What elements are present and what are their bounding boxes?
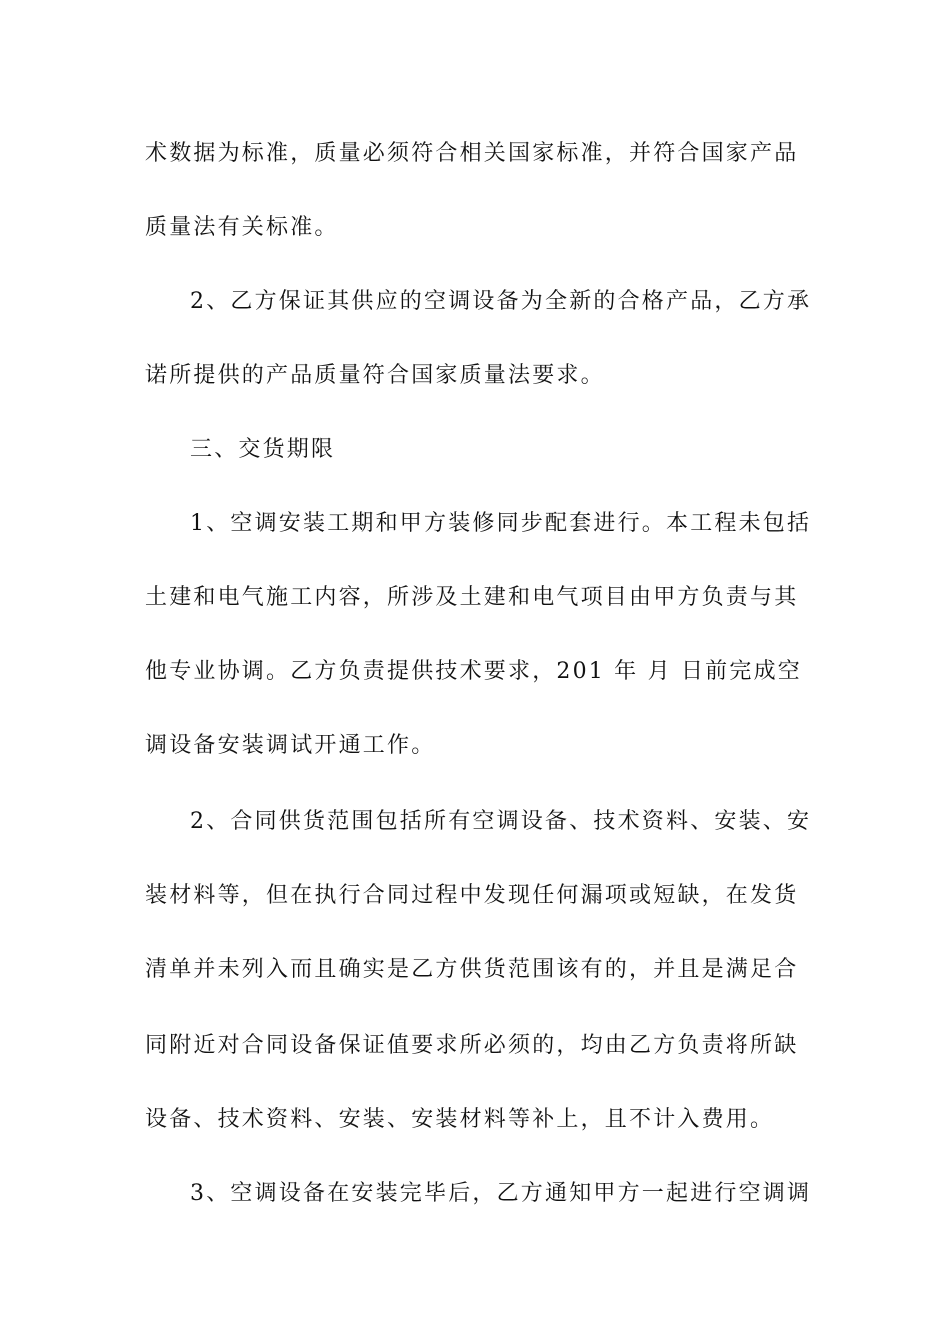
paragraph-line-7: 土建和电气施工内容，所涉及土建和电气项目由甲方负责与其 (145, 585, 799, 610)
paragraph-line-4: 诺所提供的产品质量符合国家质量法要求。 (145, 363, 605, 388)
paragraph-line-12: 清单并未列入而且确实是乙方供货范围该有的，并且是满足合 (145, 957, 799, 982)
paragraph-line-6: 1、空调安装工期和甲方装修同步配套进行。本工程未包括 (190, 511, 812, 536)
paragraph-line-13: 同附近对合同设备保证值要求所必须的，均由乙方负责将所缺 (145, 1033, 799, 1058)
paragraph-line-10: 2、合同供货范围包括所有空调设备、技术资料、安装、安 (190, 809, 812, 834)
section-heading: 三、交货期限 (190, 437, 336, 462)
paragraph-line-11: 装材料等，但在执行合同过程中发现任何漏项或短缺，在发货 (145, 883, 799, 908)
paragraph-line-9: 调设备安装调试开通工作。 (145, 733, 436, 758)
paragraph-line-14: 设备、技术资料、安装、安装材料等补上，且不计入费用。 (145, 1107, 775, 1132)
paragraph-line-8: 他专业协调。乙方负责提供技术要求，201 年 月 日前完成空 (145, 659, 802, 684)
paragraph-line-15: 3、空调设备在安装完毕后，乙方通知甲方一起进行空调调 (190, 1181, 812, 1206)
paragraph-line-2: 质量法有关标准。 (145, 215, 339, 240)
paragraph-line-3: 2、乙方保证其供应的空调设备为全新的合格产品，乙方承 (190, 289, 812, 314)
paragraph-line-1: 术数据为标准，质量必须符合相关国家标准，并符合国家产品 (145, 141, 799, 166)
